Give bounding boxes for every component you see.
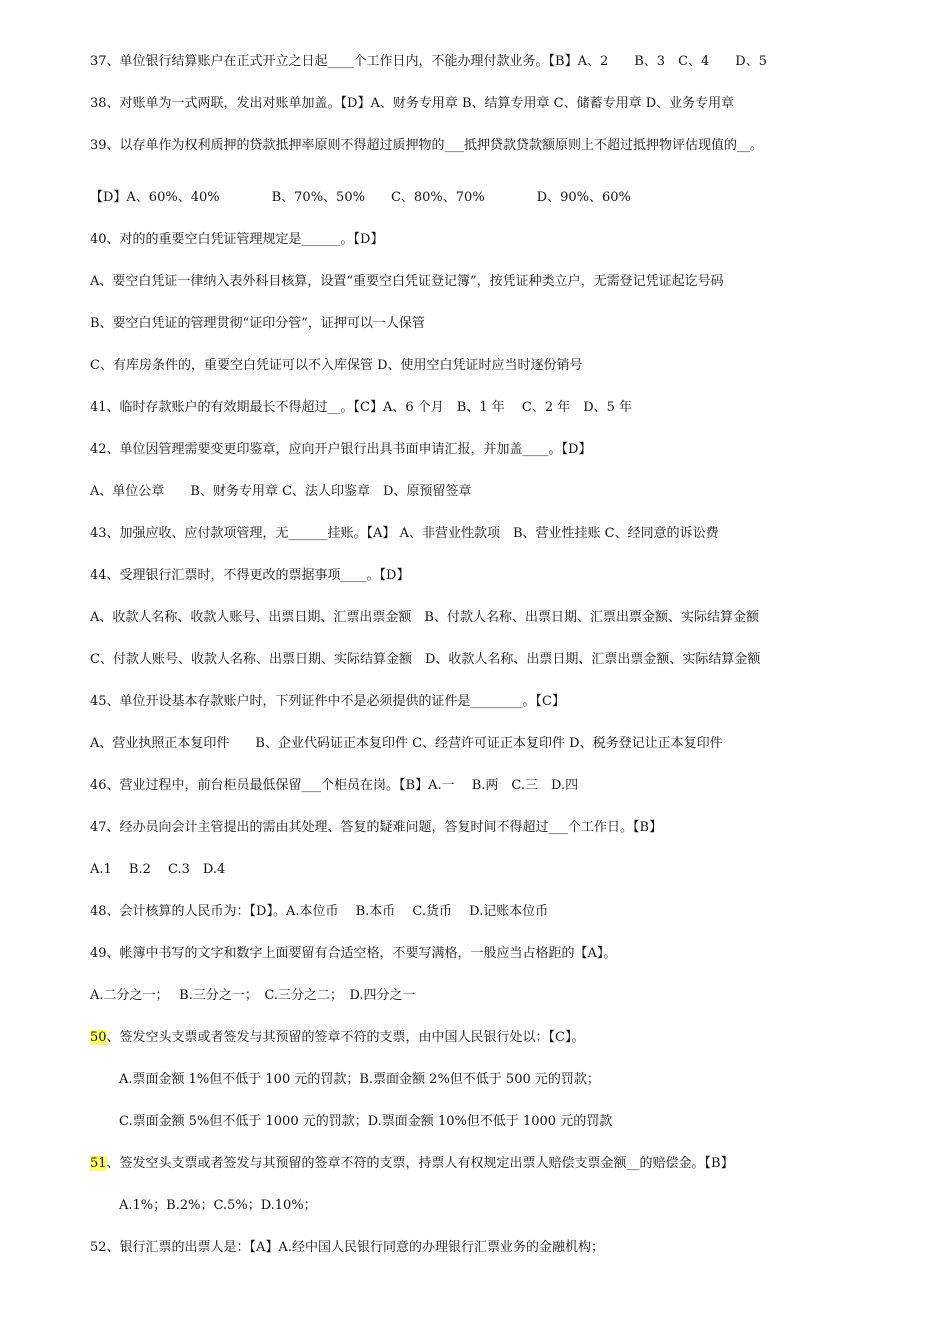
question-51 (90, 1154, 734, 1174)
question-number-highlight: 51 (90, 1156, 107, 1171)
question-45: 45、单位开设基本存款账户时，下列证件中不是必须提供的证件是________。【C】 (90, 694, 565, 709)
question-37: 37、单位银行结算账户在正式开立之日起____个工作日内，不能办理付款业务。【B】A、2 B、3 C、4 D、5 (90, 54, 767, 69)
question-39-options: 【D】A、60%、40% B、70%、50% C、80%、70% D、90%、60% (90, 190, 631, 205)
question-50-options-ab: A.票面金额 1%但不低于 100 元的罚款；B.票面金额 2%但不低于 500 元的罚款； (119, 1072, 600, 1087)
question-49-options: A.二分之一； B.三分之一； C.三分之二； D.四分之一 (90, 988, 416, 1003)
question-number-highlight: 50 (90, 1030, 107, 1045)
question-41: 41、临时存款账户的有效期最长不得超过__。【C】A、6 个月 B、1 年 C、2 年 D、5 年 (90, 400, 633, 415)
question-48: 48、会计核算的人民币为：【D】。A.本位币 B.本币 C.货币 D.记账本位币 (90, 904, 549, 919)
question-40-option-b: B、要空白凭证的管理贯彻“证印分管”，证押可以一人保管 (90, 316, 425, 331)
question-40-option-a: A、要空白凭证一律纳入表外科目核算，设置“重要空白凭证登记簿”，按凭证种类立户，无需登记凭证起讫号码 (90, 274, 724, 289)
question-39: 39、以存单作为权利质押的贷款抵押率原则不得超过质押物的___抵押贷款贷款额原则上不超过抵押物评估现值的__。 (90, 138, 764, 153)
question-40-option-cd: C、有库房条件的，重要空白凭证可以不入库保管 D、使用空白凭证时应当时逐份销号 (90, 358, 583, 373)
question-50-options-cd: C.票面金额 5%但不低于 1000 元的罚款；D.票面金额 10%但不低于 1000 元的罚款 (119, 1114, 613, 1129)
question-47: 47、经办员向会计主管提出的需由其处理、答复的疑难问题，答复时间不得超过___个工作日。【B】 (90, 820, 663, 835)
question-44-options-cd: C、付款人账号、收款人名称、出票日期、实际结算金额 D、收款人名称、出票日期、汇票出票金额、实际结算金额 (90, 652, 761, 667)
question-50-text: 、签发空头支票或者签发与其预留的签章不符的支票，由中国人民银行处以：【C】。 (106, 1030, 585, 1045)
question-44-options-ab: A、收款人名称、收款人账号、出票日期、汇票出票金额 B、付款人名称、出票日期、汇票出票金额、实际结算金额 (90, 610, 759, 625)
question-45-options: A、营业执照正本复印件 B、企业代码证正本复印件 C、经营许可证正本复印件 D、税务登记让正本复印件 (90, 736, 723, 751)
question-44: 44、受理银行汇票时，不得更改的票据事项____。【D】 (90, 568, 410, 583)
question-51-text: 、签发空头支票或者签发与其预留的签章不符的支票，持票人有权规定出票人赔偿支票金额__的赔偿金。【B】 (106, 1156, 734, 1171)
question-51-options: A.1%；B.2%；C.5%；D.10%； (119, 1198, 317, 1213)
question-47-options: A.1 B.2 C.3 D.4 (90, 862, 226, 877)
question-43: 43、加强应收、应付款项管理，无______挂账。【A】 A、非营业性款项 B、营业性挂账 C、经同意的诉讼费 (90, 526, 719, 541)
question-50 (90, 1028, 585, 1048)
question-42-options: A、单位公章 B、财务专用章 C、法人印鉴章 D、原预留签章 (90, 484, 472, 499)
question-38: 38、对账单为一式两联，发出对账单加盖。【D】A、财务专用章 B、结算专用章 C、储蓄专用章 D、业务专用章 (90, 96, 735, 111)
question-42: 42、单位因管理需要变更印鉴章，应向开户银行出具书面申请汇报，并加盖____。【D】 (90, 442, 592, 457)
question-49: 49、帐簿中书写的文字和数字上面要留有合适空格，不要写满格，一般应当占格距的【A】。 (90, 946, 617, 961)
question-40: 40、对的的重要空白凭证管理规定是______。【D】 (90, 232, 384, 247)
question-52: 52、银行汇票的出票人是：【A】A.经中国人民银行同意的办理银行汇票业务的金融机构； (90, 1240, 604, 1255)
question-46: 46、营业过程中，前台柜员最低保留___个柜员在岗。【B】A.一 B.两 C.三 D.四 (90, 778, 579, 793)
